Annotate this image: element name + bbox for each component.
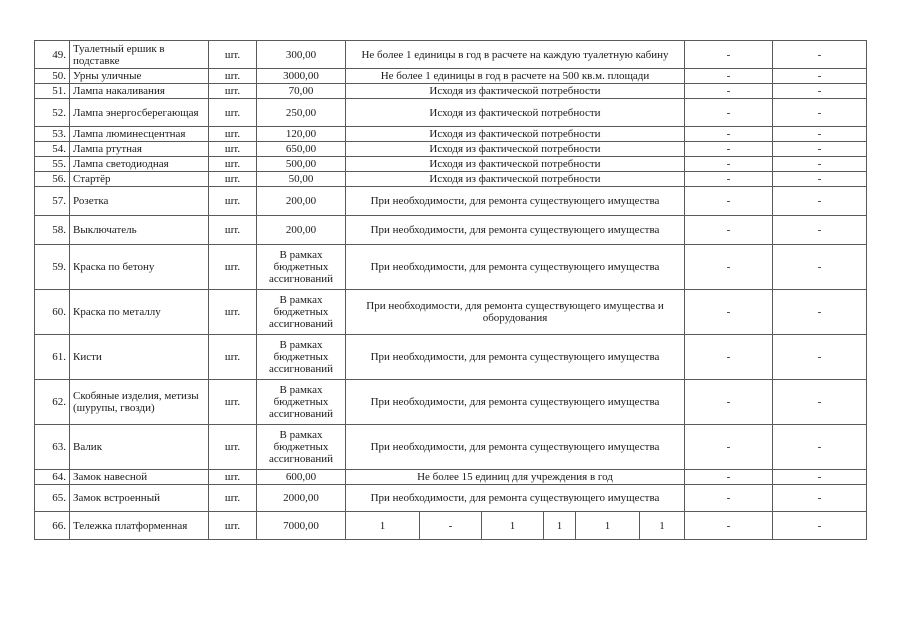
table-row (35, 99, 867, 127)
extra-col-1-cell: - (685, 425, 773, 470)
table-row (35, 84, 867, 99)
table-row (35, 512, 867, 540)
price-cell: 600,00 (257, 470, 346, 485)
unit-cell: шт. (209, 512, 257, 540)
norm-cell: Исходя из фактической потребности (346, 99, 685, 127)
extra-col-1-cell: - (685, 470, 773, 485)
norm-cell: Не более 1 единицы в год в расчете на каждую туалетную кабину (346, 41, 685, 69)
extra-col-1-cell: - (685, 157, 773, 172)
unit-cell: шт. (209, 425, 257, 470)
quantity-cell: 1 (576, 512, 640, 540)
norm-cell: Исходя из фактической потребности (346, 127, 685, 142)
norm-cell: При необходимости, для ремонта существующего имущества (346, 335, 685, 380)
row-number-cell: 51. (35, 84, 70, 99)
norm-cell: Исходя из фактической потребности (346, 157, 685, 172)
table-row (35, 380, 867, 425)
norm-cell: При необходимости, для ремонта существующего имущества (346, 187, 685, 216)
row-number-cell: 62. (35, 380, 70, 425)
unit-cell: шт. (209, 290, 257, 335)
norm-cell: При необходимости, для ремонта существующего имущества (346, 485, 685, 512)
norm-cell: Не более 15 единиц для учреждения в год (346, 470, 685, 485)
table-row (35, 187, 867, 216)
extra-col-2-cell: - (773, 41, 867, 69)
unit-cell: шт. (209, 99, 257, 127)
extra-col-1-cell: - (685, 380, 773, 425)
extra-col-1-cell: - (685, 245, 773, 290)
norm-cell: Исходя из фактической потребности (346, 172, 685, 187)
extra-col-1-cell: - (685, 99, 773, 127)
extra-col-1-cell: - (685, 485, 773, 512)
unit-cell: шт. (209, 157, 257, 172)
extra-col-1-cell: - (685, 512, 773, 540)
price-cell: В рамках бюджетных ассигнований (257, 425, 346, 470)
extra-col-2-cell: - (773, 335, 867, 380)
table-row (35, 335, 867, 380)
unit-cell: шт. (209, 335, 257, 380)
row-number-cell: 64. (35, 470, 70, 485)
row-number-cell: 58. (35, 216, 70, 245)
unit-cell: шт. (209, 172, 257, 187)
table-row (35, 216, 867, 245)
row-number-cell: 56. (35, 172, 70, 187)
quantity-cell: 1 (482, 512, 544, 540)
extra-col-1-cell: - (685, 335, 773, 380)
item-name-cell: Лампа ртутная (70, 142, 209, 157)
price-cell: 70,00 (257, 84, 346, 99)
extra-col-2-cell: - (773, 142, 867, 157)
norm-cell: При необходимости, для ремонта существующего имущества (346, 425, 685, 470)
norm-cell: Не более 1 единицы в год в расчете на 500 кв.м. площади (346, 69, 685, 84)
norm-cell: При необходимости, для ремонта существующего имущества и оборудования (346, 290, 685, 335)
extra-col-1-cell: - (685, 41, 773, 69)
extra-col-2-cell: - (773, 216, 867, 245)
unit-cell: шт. (209, 216, 257, 245)
extra-col-1-cell: - (685, 127, 773, 142)
item-name-cell: Розетка (70, 187, 209, 216)
quantity-cell: - (420, 512, 482, 540)
unit-cell: шт. (209, 485, 257, 512)
table-row (35, 172, 867, 187)
norms-table (34, 40, 867, 540)
price-cell: 2000,00 (257, 485, 346, 512)
row-number-cell: 49. (35, 41, 70, 69)
table-row (35, 142, 867, 157)
item-name-cell: Скобяные изделия, метизы (шурупы, гвозди) (70, 380, 209, 425)
item-name-cell: Тележка платформенная (70, 512, 209, 540)
price-cell: 300,00 (257, 41, 346, 69)
norm-cell: Исходя из фактической потребности (346, 84, 685, 99)
norm-cell: При необходимости, для ремонта существующего имущества (346, 216, 685, 245)
price-cell: В рамках бюджетных ассигнований (257, 335, 346, 380)
table-row (35, 485, 867, 512)
norm-cell: При необходимости, для ремонта существующего имущества (346, 380, 685, 425)
extra-col-2-cell: - (773, 290, 867, 335)
price-cell: 250,00 (257, 99, 346, 127)
table-row (35, 69, 867, 84)
row-number-cell: 60. (35, 290, 70, 335)
extra-col-1-cell: - (685, 216, 773, 245)
quantity-cell: 1 (544, 512, 576, 540)
unit-cell: шт. (209, 142, 257, 157)
row-number-cell: 65. (35, 485, 70, 512)
unit-cell: шт. (209, 187, 257, 216)
price-cell: В рамках бюджетных ассигнований (257, 290, 346, 335)
extra-col-2-cell: - (773, 157, 867, 172)
extra-col-2-cell: - (773, 172, 867, 187)
item-name-cell: Лампа накаливания (70, 84, 209, 99)
item-name-cell: Выключатель (70, 216, 209, 245)
extra-col-1-cell: - (685, 172, 773, 187)
row-number-cell: 61. (35, 335, 70, 380)
item-name-cell: Стартёр (70, 172, 209, 187)
row-number-cell: 50. (35, 69, 70, 84)
extra-col-2-cell: - (773, 425, 867, 470)
price-cell: В рамках бюджетных ассигнований (257, 380, 346, 425)
table-row (35, 425, 867, 470)
table-row (35, 290, 867, 335)
extra-col-1-cell: - (685, 69, 773, 84)
price-cell: 7000,00 (257, 512, 346, 540)
item-name-cell: Лампа светодиодная (70, 157, 209, 172)
item-name-cell: Краска по металлу (70, 290, 209, 335)
extra-col-2-cell: - (773, 512, 867, 540)
item-name-cell: Замок встроенный (70, 485, 209, 512)
row-number-cell: 55. (35, 157, 70, 172)
price-cell: В рамках бюджетных ассигнований (257, 245, 346, 290)
price-cell: 120,00 (257, 127, 346, 142)
table-row (35, 157, 867, 172)
table-row (35, 41, 867, 69)
extra-col-2-cell: - (773, 69, 867, 84)
item-name-cell: Кисти (70, 335, 209, 380)
row-number-cell: 63. (35, 425, 70, 470)
row-number-cell: 57. (35, 187, 70, 216)
item-name-cell: Лампа энергосберегающая (70, 99, 209, 127)
unit-cell: шт. (209, 470, 257, 485)
price-cell: 500,00 (257, 157, 346, 172)
price-cell: 200,00 (257, 216, 346, 245)
price-cell: 650,00 (257, 142, 346, 157)
extra-col-2-cell: - (773, 485, 867, 512)
norm-cell: Исходя из фактической потребности (346, 142, 685, 157)
item-name-cell: Замок навесной (70, 470, 209, 485)
table-row (35, 127, 867, 142)
extra-col-2-cell: - (773, 380, 867, 425)
item-name-cell: Урны уличные (70, 69, 209, 84)
unit-cell: шт. (209, 84, 257, 99)
price-cell: 200,00 (257, 187, 346, 216)
row-number-cell: 59. (35, 245, 70, 290)
price-cell: 50,00 (257, 172, 346, 187)
unit-cell: шт. (209, 380, 257, 425)
item-name-cell: Лампа люминесцентная (70, 127, 209, 142)
extra-col-2-cell: - (773, 99, 867, 127)
extra-col-1-cell: - (685, 290, 773, 335)
unit-cell: шт. (209, 127, 257, 142)
unit-cell: шт. (209, 41, 257, 69)
extra-col-2-cell: - (773, 127, 867, 142)
table-row (35, 470, 867, 485)
quantity-cell: 1 (640, 512, 685, 540)
unit-cell: шт. (209, 245, 257, 290)
item-name-cell: Туалетный ершик в подставке (70, 41, 209, 69)
quantity-cell: 1 (346, 512, 420, 540)
table-row (35, 245, 867, 290)
row-number-cell: 53. (35, 127, 70, 142)
item-name-cell: Валик (70, 425, 209, 470)
price-cell: 3000,00 (257, 69, 346, 84)
row-number-cell: 52. (35, 99, 70, 127)
extra-col-1-cell: - (685, 142, 773, 157)
extra-col-1-cell: - (685, 187, 773, 216)
extra-col-2-cell: - (773, 84, 867, 99)
row-number-cell: 66. (35, 512, 70, 540)
norm-cell: При необходимости, для ремонта существующего имущества (346, 245, 685, 290)
extra-col-2-cell: - (773, 187, 867, 216)
extra-col-2-cell: - (773, 245, 867, 290)
unit-cell: шт. (209, 69, 257, 84)
extra-col-2-cell: - (773, 470, 867, 485)
table-body (35, 41, 867, 540)
item-name-cell: Краска по бетону (70, 245, 209, 290)
row-number-cell: 54. (35, 142, 70, 157)
extra-col-1-cell: - (685, 84, 773, 99)
